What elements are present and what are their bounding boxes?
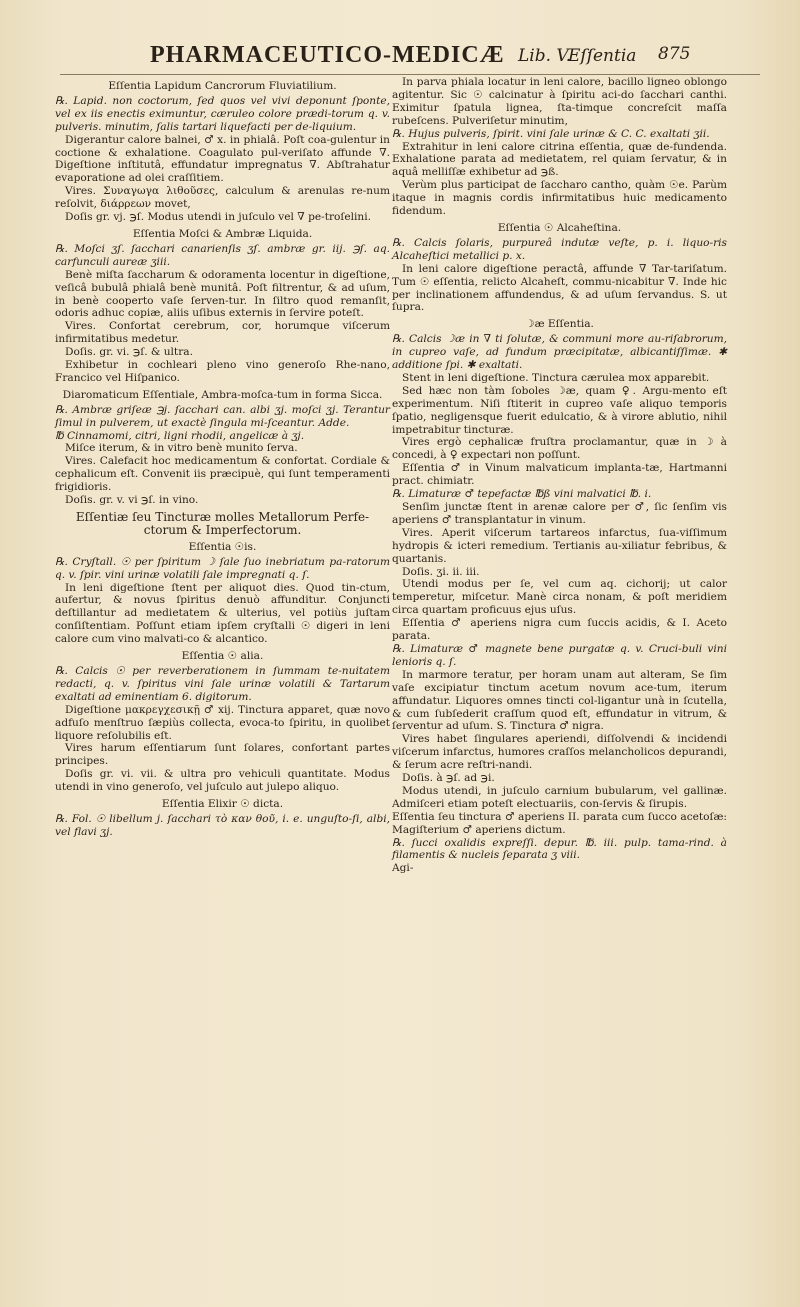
paragraph: Modus utendi, in juſculo carnium bubularum, vel gallinæ. Admiſceri etiam poteſt electuariis, con-ſervis & ſirupis. [392,784,727,810]
header-title: PHARMACEUTICO-MEDICÆ [150,42,505,68]
paragraph: Doſis. gr. vi. ℈ſ. & ultra. [65,346,193,359]
paragraph: Doſis. ʒi. ii. iii. [402,565,480,578]
paragraph: ℞. Lapid. non coctorum, ſed quos vel vivi deponunt ſponte, vel ex iis enectis eximuntur, cæruleo colore prædi-torum q. v. pulveris. minutim, ſalis tartari liquefacti per de-liquium. [55,94,390,133]
paragraph: Sed hæc non tàm ſoboles ☽æ, quam ♀. Argu-mento eſt experimentum. Niſi ſtiterit in cupreo vaſe aliquo temporis ſpatio, negligensque fuerit edulcatio, & à virore ablutio, nihil impetrabitur tincturæ. [392,384,727,436]
paragraph: Vires. Confortat cerebrum, cor, horumque viſcerum infirmitatibus medetur. [55,320,390,346]
paragraph: ℞. Calcis ☉ per reverberationem in ſummam te-nuitatem redacti, q. v. ſpiritus vini ſale urinæ volatili & Tartarum exaltati ad eminentiam 6. digitorum. [55,664,390,703]
section-heading: Eſſentia Elixir ☉ dicta. [161,798,284,811]
paragraph: ℞. Calcis ſolaris, purpureâ indutæ veſte, p. i. liquo-ris Alcaheſtici metallici p. x. [392,236,727,262]
section-heading: Diaromaticum Eſſentiale, Ambra-moſca-tum in forma Sicca. [62,388,383,401]
paragraph: Doſis gr. vi. vii. & ultra pro vehiculi quantitate. Modus utendi in vino generoſo, vel juſculo aut julepo aliquo. [55,768,390,794]
paragraph: Exhibetur in cochleari pleno vino generoſo Rhe-nano, Francico vel Hiſpanico. [55,359,390,384]
paragraph: ℞. Calcis ☽æ in ∇ ti ſolutæ, & communi more au-riſabrorum, in cupreo vaſe, ad fundum præcipitatæ, albicantiſſimæ. ✱ additione ſpi. ✱ exaltati. [392,333,727,372]
paragraph: Vires. Calefacit hoc medicamentum & confortat. Cordiale & cephalicum eſt. Convenit iis præcipuè, qui ſunt temperamenti frigidioris. [55,455,390,494]
paragraph: Eſſentia ſeu tinctura ♂ aperiens II. parata cum ſucco acetoſæ: Magiſterium ♂ aperiens dictum. [392,810,727,836]
paragraph: Vires. Συναγωγα λιθοῦσες, calculum & arenulas re-num reſolvit, διάρρεων movet, [55,185,390,211]
section-heading: Eſſentia Moſci & Ambræ Liquida. [132,227,313,240]
paragraph: Senſim junctæ ſtent in arenæ calore per ♂, ſic ſenſim vis aperiens ♂ transplantatur in vinum. [392,501,727,526]
paragraph: ℞. Cryſtall. ☉ per ſpiritum ☽ ſale ſuo inebriatum pa-ratorum q. v. ſpir. vini urinæ volatili ſale impregnati q. ſ. [55,555,390,581]
paragraph: Verùm plus participat de ſaccharo cantho, quàm ☉e. Parùm itaque in magnis cordis infirmitatibus huic medicamento fidendum. [392,179,727,218]
paragraph: Benè miſta ſaccharum & odoramenta locentur in digeſtione, veſicâ bubulâ phialâ benè munitâ. Poſt filtrentur, & ad uſum, in benè cooperto vaſe ſerven-tur. In ſiltro quod remanſit, odoris adhuc copiæ, aliis uſibus externis in ſervire poteſt. [55,268,390,320]
paragraph: Agi- [392,862,414,875]
section-heading: Eſſentia ☉ alia. [181,650,264,663]
running-header [120,40,760,72]
paragraph: Extrahitur in leni calore citrina eſſentia, quæ de-fundenda. Exhalatione parata ad medietatem, rel quiam ſervatur, & in aquâ melliſſæ exhibetur ad ℈ß. [392,140,727,179]
paragraph: Eſſentia ♂ aperiens nigra cum ſuccis acidis, & I. Aceto parata. [392,617,727,643]
paragraph: ℞. Moſci ʒſ. ſacchari canarienſis ʒſ. ambræ gr. iij. ℈ſ. aq. carfunculi aureæ ʒiii. [55,242,390,268]
paragraph: Stent in leni digeſtione. Tinctura cærulea mox apparebit. [402,371,710,384]
header-section: Eſſentia [568,46,637,66]
paragraph: Utendi modus per ſe, vel cum aq. cichorij; ut calor temperetur, miſcetur. Manè circa nonam, & poſt meridiem circa quartam proficuus ejus uſus. [392,578,727,617]
paragraph: ℞. Limaturæ ♂ tepefactæ ℔ß vini malvatici ℔. i. [392,488,652,501]
paragraph: ℞. Limaturæ ♂ magnete bene purgatæ q. v. Cruci-buli vini lenioris q. ſ. [392,642,727,668]
right-column [392,76,727,875]
paragraph: ℞. Hujus pulveris, ſpirit. vini ſale urinæ & C. C. exaltati ʒii. [392,127,710,140]
paragraph: In parva phiala locatur in leni calore, bacillo ligneo oblongo agitentur. Sic ☉ calcinatur à ſpiritu aci-do ſacchari canthi. Eximitur ſpatula lignea, ſta-timque concreſcit maſſa rubeſcens. Pulveriſetur minutim, [392,76,727,127]
paragraph: Vires habet ſingulares aperiendi, diſſolvendi & incidendi viſcerum infarctus, humores craſſos melancholicos depurandi, & ſerum acre reſtri-nandi. [392,733,727,772]
paragraph: ℞. Fol. ☉ libellum j. ſacchari τὸ καν θοῦ, i. e. unguſto-ſi, albi, vel flavi ʒj. [55,812,390,838]
header-book: Lib. V. [518,46,572,66]
paragraph: Doſis. gr. v. vi ℈ſ. in vino. [65,494,199,507]
paragraph: In marmore teratur, per horam unam aut alteram, Se ſim vaſe excipiatur tinctum acetum novum ace-tum, iterum affundatur. Liquores omnes tincti col-ligantur unà in ſcutella, & cum ſubſederit craſſum quod eſt, effundatur in vitrum, & ſerventur ad uſum. S. Tinctura ♂ nigra. [392,668,727,733]
section-heading: Eſſentia ☉ Alcaheſtina. [497,221,622,234]
section-heading: Eſſentia ☉is. [188,540,257,553]
paragraph: Vires. Aperit viſcerum tartareos infarctus, ſua-viſſimum hydropis & icteri remedium. Tertianis au-xiliatur febribus, & quartanis. [392,526,727,565]
left-column [55,76,390,839]
paragraph: ℞. ſucci oxalidis expreſſi. depur. ℔. iii. pulp. tama-rind. à filamentis & nucleis ſeparata ʒ viii. [392,836,727,862]
paragraph: Doſis gr. vj. ℈ſ. Modus utendi in juſculo vel ∇ pe-troſelini. [65,211,371,224]
paragraph: ℞. Ambræ griſeæ ℈j. ſacchari can. albi ʒj. moſci ʒj. Terantur ſimul in pulverem, ut exactè ſingula mi-ſceantur. Adde. [55,403,390,429]
paragraph: Vires harum eſſentiarum ſunt ſolares, confortant partes principes. [55,742,390,768]
paragraph: Miſce iterum, & in vitro benè munito ſerva. [65,442,298,455]
paragraph: In leni digeſtione ſtent per aliquot dies. Quod tin-ctum, aufertur, & novus ſpiritus denuò affunditur. Conjuncti deſtillantur ad medietatem & ulterius, vel potiùs juſtam conſiſtentiam. Poſſunt etiam ipſem cryſtalli ☉ digeri in leni calore cum vino malvati-co & alcantico. [55,581,390,646]
header-rule [60,74,760,75]
paragraph: Digerantur calore balnei, ♂ x. in phialâ. Poſt coa-gulentur in coctione & exhalatione. Coagulato pul-veriſato affunde ∇. Digeſtione inſtitutâ, effundatur impregnatus ∇. Abſtrahatur evaporatione ad olei craſſitiem. [55,133,390,185]
paragraph: Eſſentia ♂ in Vinum malvaticum implanta-tæ, Hartmanni pract. chimiatr. [392,462,727,488]
paragraph: Doſis. à ℈ſ. ad ℈i. [402,772,495,785]
paragraph: Digeſtione μακρεγχεσικῇ ♂ xij. Tinctura apparet, quæ novo adfuſo menſtruo ſæpiùs collecta, evoca-to ſpiritu, in quolibet liquore reſolubilis eſt. [55,703,390,742]
paragraph: Vires ergò cephalicæ fruſtra proclamantur, quæ in ☽ à concedi, à ♀ expectari non poſſunt. [392,436,727,462]
paragraph: In leni calore digeſtione peractâ, affunde ∇ Tar-tariſatum. Tum ☉ eſſentia, relicto Alcaheſt, commu-nicabitur ∇. Inde hic per inclinationem affundendus, & ad uſum ſervandus. S. ut ſupra. [392,262,727,314]
section-heading: ☽æ Eſſentia. [525,318,594,331]
section-heading: Eſſentia Lapidum Cancrorum Fluviatilium. [108,80,337,92]
paragraph: ℔ Cinnamomi, citri, ligni rhodii, angelicæ à ʒj. [55,429,305,442]
page-number: 875 [658,44,691,64]
section-heading: Eſſentiæ ſeu Tincturæ molles Metallorum Perfe-ctorum & Imperfectorum. [75,510,370,537]
